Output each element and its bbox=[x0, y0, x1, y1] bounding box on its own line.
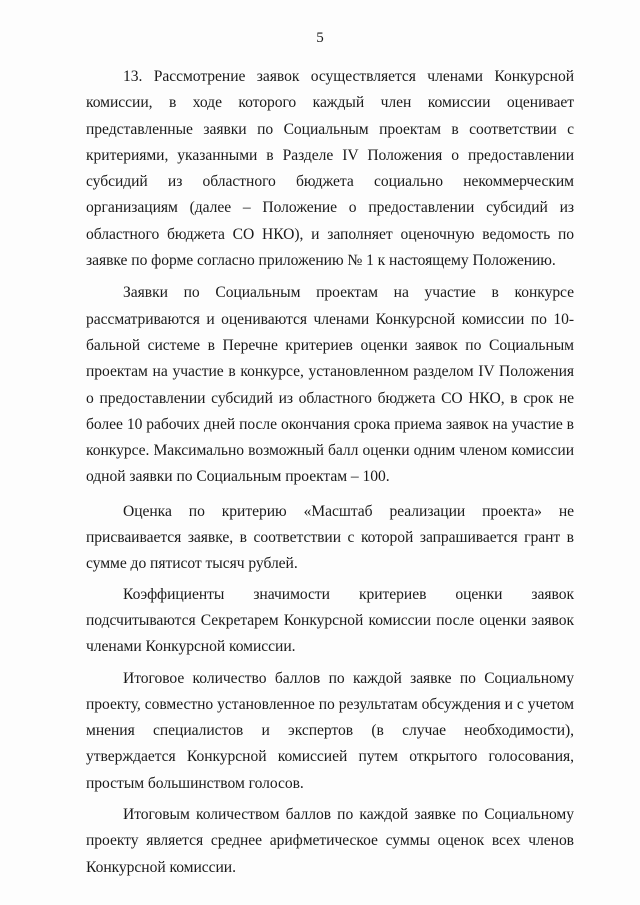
paragraph-scale-criterion: Оценка по критерию «Масштаб реализации проекта» не присваивается заявке, в соответствии с которой запрашивается грант в сумме до пятисот тысяч рублей. bbox=[86, 502, 574, 573]
paragraph-final-score-definition: Итоговым количеством баллов по каждой заявке по Социальному проекту является среднее арифметическое суммы оценок всех членов Конкурсной комиссии. bbox=[86, 806, 574, 876]
paragraph-coefficients: Коэффициенты значимости критериев оценки заявок подсчитываются Секретарем Конкурсной комиссии после оценки заявок членами Конкурсной комиссии. bbox=[86, 585, 574, 656]
paragraph-final-score-approval: Итоговое количество баллов по каждой заявке по Социальному проекту, совместно установленное по результатам обсуждения и с учетом мнения специалистов и экспертов (в случае необходимости), утверждается Конкурсной комиссией путем открытого голосования, простым большинством голосов. bbox=[86, 669, 574, 792]
document-body bbox=[86, 64, 574, 887]
paragraph-13-review: 13. Рассмотрение заявок осуществляется членами Конкурсной комиссии, в ходе которого каждый член комиссии оценивает представленные заявки по Социальным проектам в соответствии с критериями, указанными в Разделе IV Положения о предоставлении субсидий из областного бюджета социально некоммерческим организациям (далее – Положение о предоставлении субсидий из областного бюджета СО НКО), и заполняет оценочную ведомость по заявке по форме согласно приложению № 1 к настоящему Положению. bbox=[86, 68, 574, 270]
paragraph-evaluation-scale: Заявки по Социальным проектам на участие в конкурсе рассматриваются и оцениваются членами Конкурсной комиссии по 10-бальной системе в Перечне критериев оценки заявок по Социальным проектам на участие в конкурсе, установленном разделом IV Положения о предоставлении субсидий из областного бюджета СО НКО, в срок не более 10 рабочих дней после окончания срока приема заявок на участие в конкурсе. Максимально возможный балл оценки одним членом комиссии одной заявки по Социальным проектам – 100. bbox=[86, 284, 574, 486]
page-number: 5 bbox=[316, 30, 324, 46]
